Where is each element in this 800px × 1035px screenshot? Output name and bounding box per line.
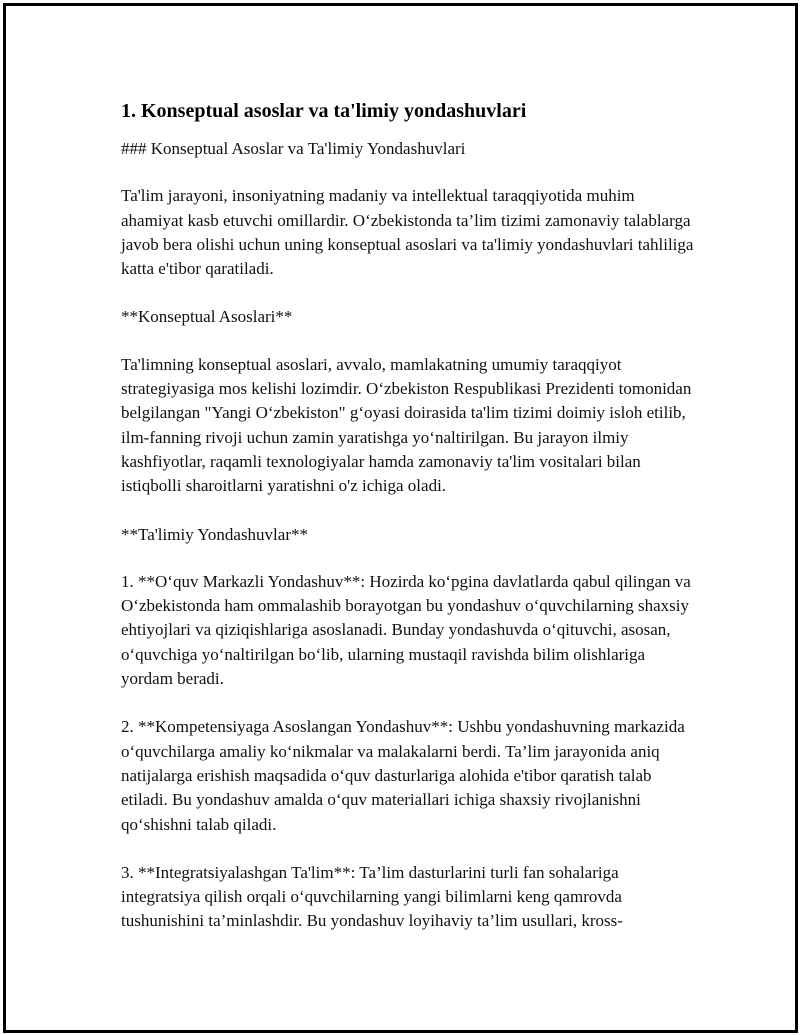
- intro-paragraph: Ta'lim jarayoni, insoniyatning madaniy va intellektual taraqqiyotida muhim ahamiyat kasb etuvchi omillardir. O‘zbekistonda ta’lim tizimi zamonaviy talablarga javob bera olishi uchun uning konseptual asoslari va ta'limiy yondashuvlari tahliliga katta e'tibor qaratiladi.: [121, 186, 694, 279]
- document-page: [3, 3, 798, 1033]
- document-content: [121, 98, 701, 958]
- konseptual-paragraph: Ta'limning konseptual asoslari, avvalo, mamlakatning umumiy taraqqiyot strategiyasiga mos kelishi lozimdir. O‘zbekiston Respublikasi Prezidenti tomonidan belgilangan "Yangi O‘zbekiston" g‘oyasi doirasida ta'lim tizimi doimiy isloh etilib, ilm-fanning rivoji uchun zamin yaratishga yo‘naltirilgan. Bu jarayon ilmiy kashfiyotlar, raqamli texnologiyalar hamda zamonaviy ta'lim vositalari bilan istiqbolli sharoitlarni yaratishni o'z ichiga oladi.: [121, 354, 692, 496]
- list-item-1-paragraph: 1. **O‘quv Markazli Yondashuv**: Hozirda ko‘pgina davlatlarda qabul qilingan va O‘zbekistonda ham ommalashib borayotgan bu yondashuv o‘quvchilarning shaxsiy ehtiyojlari va qiziqishlariga asoslanadi. Bunday yondashuvda o‘qituvchi, asosan, o‘quvchiga yo‘naltirilgan bo‘lib, ularning mustaqil ravishda bilim olishlariga yordam beradi.: [121, 571, 691, 689]
- section-label-konseptual: **Konseptual Asoslari**: [121, 307, 293, 327]
- markdown-heading-text: ### Konseptual Asoslar va Ta'limiy Yondashuvlari: [121, 139, 466, 158]
- section-label-yondashuvlar: **Ta'limiy Yondashuvlar**: [121, 524, 308, 544]
- list-item-2-paragraph: 2. **Kompetensiyaga Asoslangan Yondashuv**: Ushbu yondashuvning markazida o‘quvchilarga amaliy ko‘nikmalar va malakalarni berdi. Ta’lim jarayonida aniq natijalarga erishish maqsadida o‘quv dasturlariga alohida e'tibor qaratish talab etiladi. Bu yondashuv amalda o‘quv materiallari ichiga shaxsiy rivojlanishni qo‘shishni talab qiladi.: [121, 717, 685, 834]
- list-item-3-paragraph: 3. **Integratsiyalashgan Ta'lim**: Ta’lim dasturlarini turli fan sohalariga integratsiya qilish orqali o‘quvchilarning yangi bilimlarni keng qamrovda tushunishini ta’minlashdir. Bu yondashuv loyihaviy ta’lim usullari, kross-: [121, 862, 623, 931]
- document-title: 1. Konseptual asoslar va ta'limiy yondashuvlari: [121, 100, 527, 122]
